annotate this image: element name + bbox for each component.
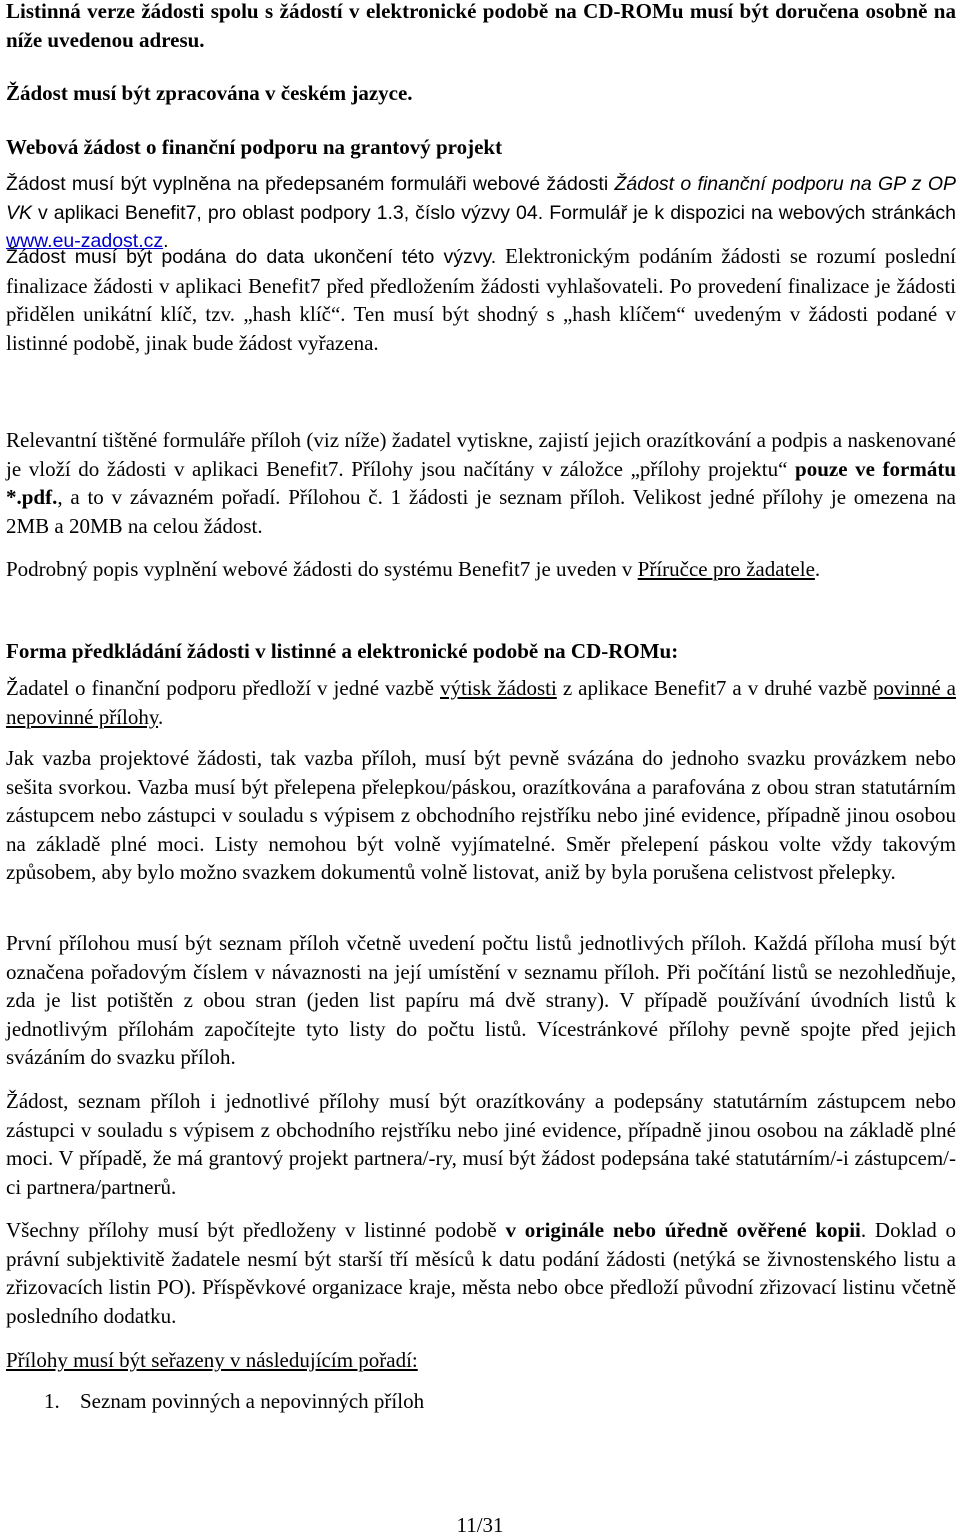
page-number: 11/31 [456,1513,504,1537]
web-p4-text-a: Podrobný popis vyplnění webové žádosti do systému Benefit7 je uveden v [6,557,638,581]
web-p1-text-e: . [163,230,169,253]
web-p3-text-c: , a to v závazném pořadí. Přílohou č. 1 žádosti je seznam příloh. Velikost jedné přílohy je omezena na 2MB a 20MB na celou žádost. [6,485,956,538]
prirucka-link[interactable]: Příručce pro žadatele [637,557,815,581]
web-p1-italic-a: Žádost o finanční [614,173,766,195]
vytisk-zadosti-text: výtisk žádosti [440,676,557,700]
web-p1-text-a: Žádost musí být vyplněna na předepsaném formuláři webové žádosti [6,173,615,195]
list-number: 1. [44,1389,60,1413]
attachment-list-item [44,1387,424,1415]
forma-p1-text-a: Žadatel o finanční podporu předloží v jedné vazbě [6,676,440,700]
forma-p1-text-c: . [158,704,164,729]
web-section-heading: Webová žádost o finanční podporu na grantový projekt [6,135,503,159]
forma-section-heading: Forma předkládání žádosti v listinné a elektronické podobě na CD-ROMu: [6,639,679,663]
forma-p5-text-a: Všechny přílohy musí být předloženy v listinné podobě [6,1218,506,1242]
eu-zadost-link[interactable]: www.eu-zadost.cz [6,230,164,253]
web-paragraph-3 [6,426,956,540]
intro-paragraph: Listinná verze žádosti spolu s žádostí v elektronické podobě na CD-ROMu musí být doručena osobně na níže uvedenou adresu. [6,0,956,52]
language-requirement: Žádost musí být zpracována v českém jazyce. [6,81,413,105]
forma-paragraph-5 [6,1216,956,1330]
web-p4-text-b: . [814,557,821,581]
order-heading: Přílohy musí být seřazeny v následujícím pořadí: [6,1348,418,1372]
web-paragraph-4 [6,555,956,584]
forma-paragraph-2: Jak vazba projektové žádosti, tak vazba příloh, musí být pevně svázána do jednoho svazku provázkem nebo sešita svorkou. Vazba musí být přelepena přelepkou/páskou, orazítkována a parafována z obou stran statutárním zástupcem nebo zástupci v souladu s výpisem z obchodního rejstříku nebo jiné evidence, případně jinou osobou na základě plné moci. Listy nemohou být volně vyjímatelné. Směr přelepení páskou volte vždy takovým způsobem, aby bylo možno svazkem dokumentů volně listovat, aniž by byla porušena celistvost přelepky. [6,746,956,885]
forma-p1-text-b: z aplikace Benefit7 a v druhé vazbě [556,676,874,700]
forma-paragraph-3: První přílohou musí být seznam příloh včetně uvedení počtu listů jednotlivých příloh. Každá příloha musí být označena pořadovým číslem v návaznosti na její umístění v seznamu příloh. Při počítání listů se nezohledňuje, zda je list potištěn z obou stran (jeden list papíru má dvě strany). V případě používání úvodních listů k jednotlivým přílohám započítejte tyto listy do počtu listů. Vícestránkové přílohy pevně spojte před jejich svázáním do svazku příloh. [6,931,956,1070]
web-p3-text-a: Relevantní tištěné formuláře příloh (viz níže) žadatel vytiskne, zajistí jejich orazítkování a podpis a naskenované je vloží do žádosti v aplikaci Benefit7. Přílohy jsou načítány v záložce „přílohy projektu“ [6,428,956,481]
forma-p5-text-c: . Doklad o právní subjektivitě žadatele nesmí být starší tří měsíců k datu podání žádosti (netýká se živnostenského listu a zřizovacích listin PO). Příspěvkové organizace kraje, města nebo obce předloží původní zřizovací listinu včetně posledního dodatku. [6,1218,957,1328]
prilohy-text: povinné a nepovinné přílohy [6,676,956,729]
web-paragraph-2 [6,242,956,357]
forma-paragraph-1 [6,674,956,731]
pdf-format-requirement: pouze ve formátu *.pdf. [6,456,956,510]
forma-paragraph-4: Žádost, seznam příloh i jednotlivé přílohy musí být orazítkovány a podepsány statutárním zástupcem nebo zástupci v souladu s výpisem z obchodního rejstříku nebo jiné evidence, případně jinou osobou na základě plné moci. V případě, že má grantový projekt partnera/-ry, musí být žádost podepsána také statutárním/-i zástupcem/-ci partnera/partnerů. [6,1089,956,1199]
submission-deadline-text: Žádost musí být podána do data ukončení této výzvy. [6,246,497,268]
list-text: Seznam povinných a nepovinných příloh [80,1389,425,1413]
original-copy-requirement: v originále nebo úředně ověřené kopii [505,1218,861,1242]
web-p1-text-d: v aplikaci Benefit7, pro oblast podpory 1.3, číslo výzvy 04. Formulář je k dispozici na webových stránkách [32,201,956,224]
web-p1-italic-b: podporu na GP z OP VK [6,173,957,224]
web-p2-text-b: Elektronickým podáním žádosti se rozumí poslední finalizace žádosti v aplikaci Benefit7 před předložením žádosti vyhlašovateli. Po provedení finalizace je žádosti přidělen unikátní klíč, tzv. „hash klíč“. Ten musí být shodný s „hash klíčem“ uvedeným v žádosti podané v listinné podobě, jinak bude žádost vyřazena. [6,244,956,355]
